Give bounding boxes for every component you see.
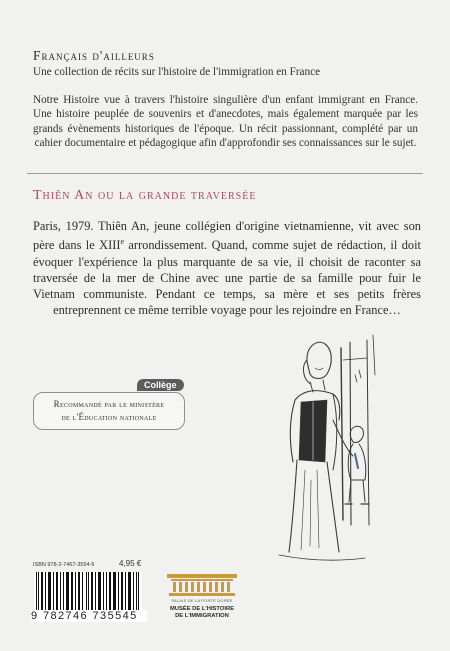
museum-name	[160, 606, 244, 620]
barcode-digits: 9 782746 735545	[31, 610, 147, 622]
series-title: Français d'ailleurs	[33, 48, 155, 63]
museum-palace-logo-icon	[167, 574, 237, 596]
section-divider	[27, 173, 423, 174]
isbn-text: ISBN 978-2-7467-3554-5	[33, 562, 95, 568]
book-title: Thiên An ou la grande traversée	[33, 188, 257, 203]
museum-caption: PALAIS DE LA PORTE DORÉE	[171, 598, 233, 603]
recommendation-box	[33, 392, 185, 430]
book-synopsis	[33, 218, 421, 318]
museum-name-line-1: MUSÉE DE L'HISTOIRE	[169, 606, 235, 612]
synopsis-superscript: e	[120, 237, 125, 247]
recommendation-line-1: Recommandé par le ministère	[53, 399, 165, 409]
price-text: 4,95 €	[119, 559, 142, 568]
family-drawing-illustration	[255, 320, 415, 570]
series-description: Notre Histoire vue à travers l'histoire singulière d'un enfant immigrant en France. Une histoire peuplée de souvenirs et d'anecdotes, mais également marquée par les grands évènements historiques de l'époque. Un récit passionnant, complété par un cahier documentaire et pédagogique afin d'approfondir ses connaissances sur le sujet.	[33, 94, 418, 150]
level-badge: Collège	[137, 379, 184, 391]
recommendation-line-2: de l'Éducation nationale	[61, 412, 157, 422]
synopsis-start: Paris, 1979. Thiên An, jeune collégien d'origine vietnamienne, vit avec son père dans le XIII	[33, 219, 421, 253]
series-subtitle: Une collection de récits sur l'histoire de l'immigration en France	[33, 66, 321, 78]
museum-name-line-2: DE L'IMMIGRATION	[175, 613, 229, 619]
synopsis-end: arrondissement. Quand, comme sujet de rédaction, il doit évoquer l'expérience la plus marquante de sa vie, il choisit de raconter sa traversée de la mer de Chine avec une partie de sa famille pour fuir le Vietnam communiste. Pendant ce temps, sa mère et ses petits frères entreprennent ce même terrible voyage pour les rejoindre en France…	[33, 238, 421, 318]
